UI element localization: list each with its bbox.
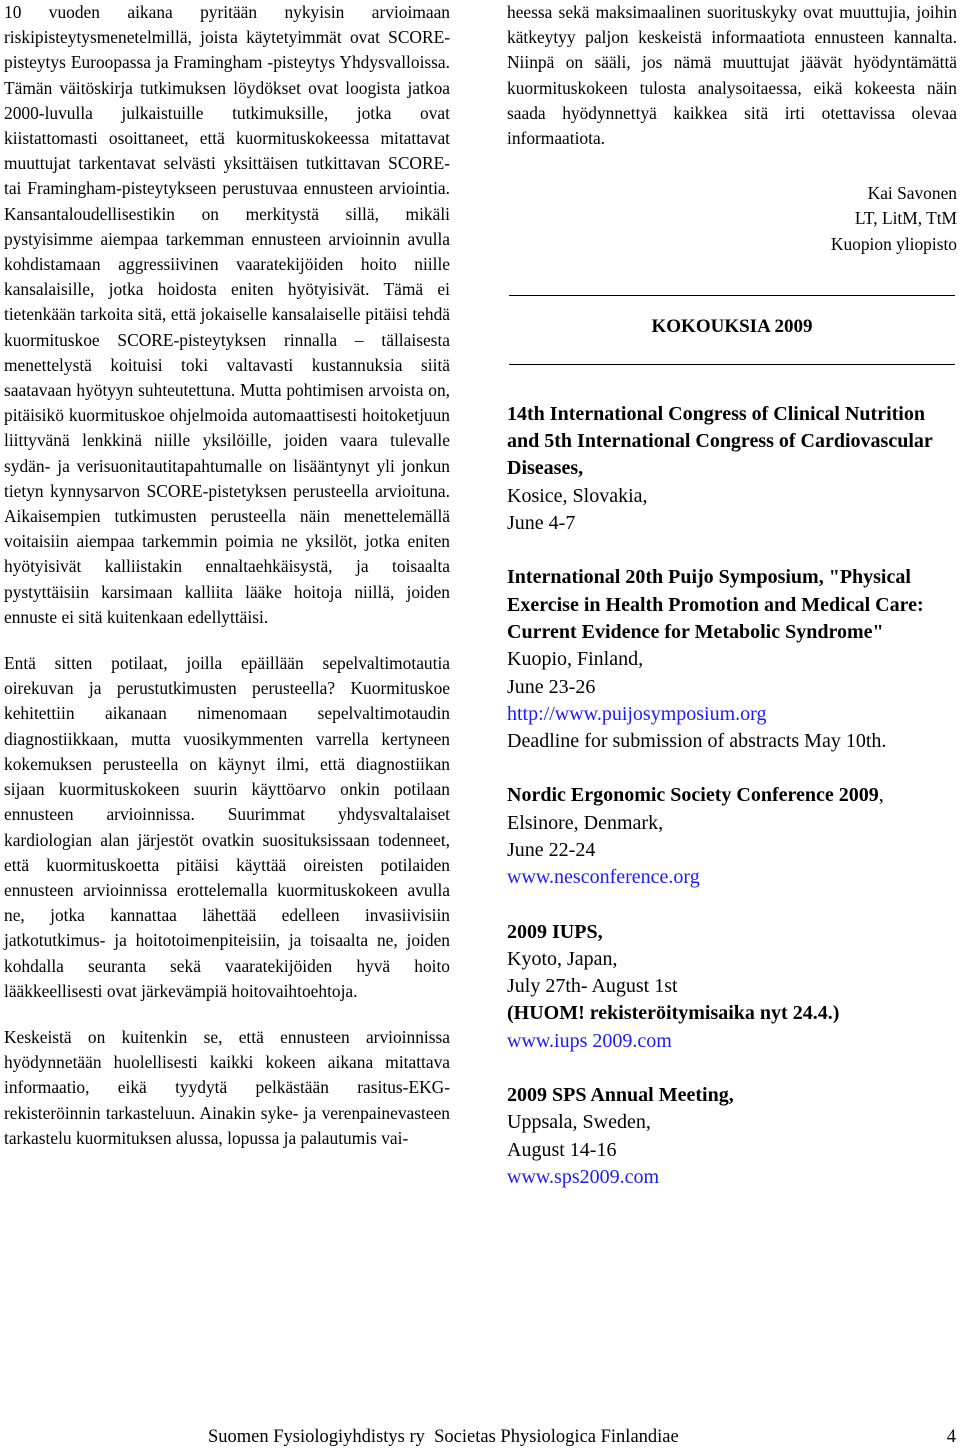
meeting-dates: August 14-16 bbox=[507, 1138, 617, 1161]
body-paragraph-2: Entä sitten potilaat, joilla epäillään sepelvaltimotautia oirekuvan ja perustutkimusten perusteella? Kuormituskoe kehitettiin aikanaan nimenomaan sepelvaltimotaudin diagnostiikkaan, mutta vuosikymmenten varrella kertyneen kokemuksen perusteella on käynyt ilmi, että diagnostiikan sijaan kuormituskokeen suurin käyttöarvo onkin potilaan ennusteen arvioinnissa. Suurimmat yhdysvaltalaiset kardiologian alan järjestöt ovatkin suosituksissaan todenneet, että kuormituskoetta pitäisi käyttää oireisten potilaiden ennusteen arvioinnissa erottelemalla kuormituskokeen avulla ne, jotka kannattaa lähettää edelleen invasiivisiin jatkotutkimus- ja hoitotoimenpiteisiin, ja toisaalta ne, joiden kohdalla seuranta sekä vaaratekijöiden hyvä hoito lääkkeellisesti ovat järkevämpiä hoitovaihtoehtoja. bbox=[4, 653, 450, 1001]
body-paragraph-3: Keskeistä on kuitenkin se, että ennusteen arvioinnissa hyödynnetään huolellisesti kaikki kokeen aikana mitattava informaatio, eikä tyydytä pelkästään rasitus-EKG-rekisteröinnin tarkasteluun. Ainakin syke- ja verenpainevasteen tarkastelu kuormituksen alussa, lopussa ja palautumis vai- bbox=[4, 1026, 450, 1148]
meeting-link[interactable]: www.nesconference.org bbox=[507, 866, 700, 889]
meeting-item bbox=[507, 782, 957, 891]
meeting-dates: June 4-7 bbox=[507, 512, 576, 535]
meeting-location: Kuopio, Finland, bbox=[507, 648, 644, 671]
left-column bbox=[4, 0, 450, 1151]
author-degrees: LT, LitM, TtM bbox=[854, 208, 957, 229]
body-paragraph-1: 10 vuoden aikana pyritään nykyisin arvioimaan riskipisteytysmenetelmillä, joista käytetyimmät ovat SCORE-pisteytys Euroopassa ja Framingham -pisteytys Yhdysvalloissa. Tämän väitöskirja tutkimuksen löydökset ovat loogista jatkoa 2000-luvulla julkaistuille tutkimuksille, jotka ovat kiistattomasti osoittaneet, että kuormituskokeessa mitattavat muuttujat tarkentavat selvästi yksittäisen tutkittavan SCORE- tai Framingham-pisteytykseen perustuvaa ennusteen arviointia. Kansantaloudellisestikin on merkitystä sillä, mikäli pystyisimme aiempaa tarkemman ennusteen arvioinnin avulla kohdistamaan aggressiivinen vaaratekijöiden hoito niille kansalaisille, jotka hoidosta eniten hyötyisivät. Tämä ei tietenkään tarkoita sitä, että jokaiselle kansalaiselle pitäisi tehdä kuormituskoe SCORE-pisteytyksen rinnalla – tällaisesta menettelystä koituisi toki valtavasti kustannuksia siitä saatavaan hyötyyn suhteutettuna. Mutta pohtimisen arvoista on, pitäisikö kuormituskoe ohjelmoida automaattisesti hoitoketjuun liittyvänä lenkkinä niille yksilöille, joiden vaara tulevalle sydän- ja verisuonitautitapahtumalle on lisääntynyt yli jonkun tietyn kynnysarvon SCORE-pistetyksen perusteella arvioituna. Aikaisempien tutkimusten perusteella näin menettelemällä voitaisiin aiempaa tarkemmin poimia ne yksilöt, jotka eniten hyötyisivät kalliistakin ennaltaehkäisystä, ja toisaalta pystyttäisiin karsimaan kalliita lääke hoitoja niillä, joiden ennuste ei sitä kuitenkaan edellyttäisi. bbox=[4, 2, 450, 627]
meeting-dates: July 27th- August 1st bbox=[507, 975, 678, 998]
meeting-location: Elsinore, Denmark, bbox=[507, 811, 664, 834]
meeting-link[interactable]: http://www.puijosymposium.org bbox=[507, 702, 767, 725]
meeting-title: 2009 SPS Annual Meeting, bbox=[507, 1084, 734, 1107]
meeting-title: Nordic Ergonomic Society Conference 2009 bbox=[507, 784, 879, 807]
author-signature bbox=[507, 181, 957, 257]
meeting-location: Uppsala, Sweden, bbox=[507, 1111, 651, 1134]
meeting-item bbox=[507, 1082, 957, 1191]
meeting-note: Deadline for submission of abstracts May 10th. bbox=[507, 730, 887, 753]
footer-text: Suomen Fysiologiyhdistys ry Societas Physiologica Finlandiae bbox=[208, 1427, 679, 1447]
meetings-heading: KOKOUKSIA 2009 bbox=[651, 315, 813, 337]
divider-bottom bbox=[509, 364, 955, 365]
right-column bbox=[507, 0, 957, 1218]
page-number: 4 bbox=[946, 1427, 956, 1447]
author-affiliation: Kuopion yliopisto bbox=[830, 233, 957, 254]
meeting-title: 14th International Congress of Clinical Nutrition and 5th International Congress of Cardiovascular Diseases, bbox=[507, 402, 933, 480]
meeting-item bbox=[507, 919, 957, 1055]
meeting-dates: June 23-26 bbox=[507, 675, 596, 698]
divider-top bbox=[509, 295, 955, 296]
author-name: Kai Savonen bbox=[867, 183, 957, 204]
meeting-title-suffix: , bbox=[878, 784, 884, 807]
meeting-title: International 20th Puijo Symposium, "Physical Exercise in Health Promotion and Medical Care: Current Evidence for Metabolic Syndrome" bbox=[507, 566, 924, 643]
meeting-title: 2009 IUPS, bbox=[507, 920, 603, 943]
meeting-dates: June 22-24 bbox=[507, 838, 596, 861]
continued-paragraph: heessa sekä maksimaalinen suorituskyky ovat muuttujia, joihin kätkeytyy paljon keskeistä informaatiota ennusteen kannalta. Niinpä on sääli, jos nämä muuttujat jäävät hyödyntämättä kuormituskokeen tulosta analysoitaessa, eikä kokeesta näin saada hyödynnettyä kaikkea sitä irti otettavissa olevaa informaatiota. bbox=[507, 2, 957, 149]
meetings-list bbox=[507, 401, 957, 1191]
meeting-location: Kosice, Slovakia, bbox=[507, 484, 648, 507]
meeting-note: (HUOM! rekisteröitymisaika nyt 24.4.) bbox=[507, 1002, 840, 1025]
meeting-link[interactable]: www.iups 2009.com bbox=[507, 1029, 672, 1052]
meeting-link[interactable]: www.sps2009.com bbox=[507, 1165, 660, 1188]
meeting-location: Kyoto, Japan, bbox=[507, 947, 618, 970]
page-footer bbox=[0, 1424, 960, 1450]
meeting-item bbox=[507, 564, 957, 755]
meeting-title-line bbox=[507, 782, 957, 809]
meeting-item bbox=[507, 401, 957, 537]
